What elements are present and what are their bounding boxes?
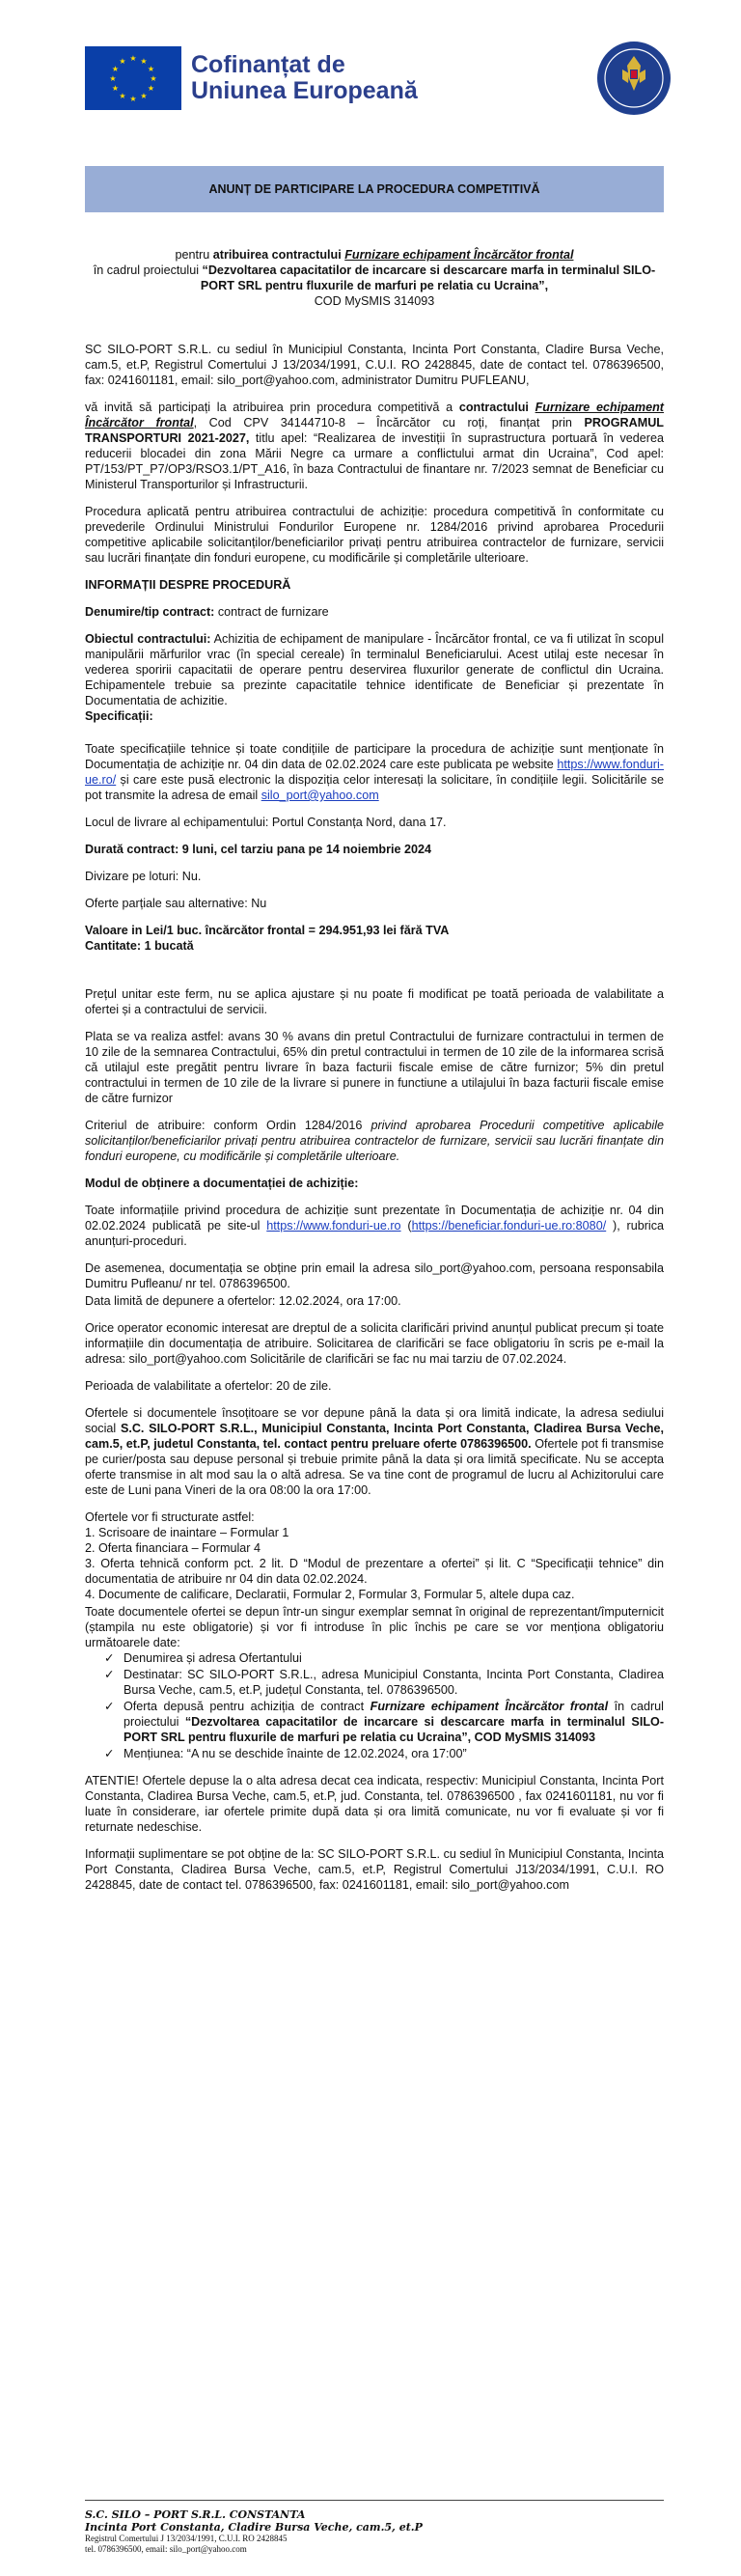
intro-text: pentru [175, 248, 213, 262]
offer-structure-list [85, 1525, 664, 1602]
criteria-text-b: privind aprobarea Procedurii competitive aplicabile solicitanților/beneficiarilor privați pentru atribuirea contractelor de furnizare, servicii sau lucrări finanțate din fonduri europene, cu modificările și completările ulterioare. [85, 1119, 664, 1163]
check-icon: ✓ [104, 1747, 115, 1760]
checklist-item [85, 1746, 664, 1761]
structure-item: 4. Documente de calificare, Declaratii, Formular 2, Formular 3, Formular 5, altele dupa caz. [85, 1588, 575, 1601]
fonduri-ue-link[interactable]: https://www.fonduri-ue.ro/ [85, 758, 664, 787]
checklist-text: Destinatar: SC SILO-PORT S.R.L., adresa Municipiul Constanta, Incinta Port Constanta, Cladirea Bursa Veche, cam.5, et.P, județul Constanta, tel. 0786396500. [124, 1668, 664, 1697]
contract-value: Valoare in Lei/1 buc. încărcător frontal = 294.951,93 lei fără TVA [85, 924, 450, 937]
payment-paragraph: Plata se va realiza astfel: avans 30 % avans din pretul Contractului de furnizare contractului in termen de 10 zile de la semnarea Contractului, 65% din pretul contractului in termen de 10 zile de la informarea scrisă că utilajul este pregătit pentru livrare în baza facturii fiscale emise de către furnizor; 5% din pretul contractului in termen de 10 zile de la livrare si punere in functiune a utilajului în baza facturii fiscale emise de către furnizor [85, 1030, 664, 1105]
svg-text:★: ★ [111, 65, 120, 73]
checklist-contract-name: Furnizare echipament Încărcător frontal [370, 1700, 609, 1713]
check-icon: ✓ [104, 1668, 115, 1681]
criteria-text-a: Criteriul de atribuire: conform Ordin 1284/2016 [85, 1119, 371, 1132]
check-icon: ✓ [104, 1700, 115, 1713]
svg-text:★: ★ [111, 84, 120, 93]
submission-paragraph [85, 1405, 664, 1498]
structure-item: 2. Oferta financiara – Formular 4 [85, 1541, 261, 1555]
footer-address: Incinta Port Constanta, Cladire Bursa Veche, cam.5, et.P [85, 2521, 423, 2534]
structure-item: 1. Scrisoare de inaintare – Formular 1 [85, 1526, 289, 1539]
contract-object-label: Obiectul contractului: [85, 632, 211, 646]
eu-flag-logo [85, 46, 181, 110]
cofinantat-line1: Cofinanțat de [191, 51, 345, 78]
footer-contact: tel. 0786396500, email: silo_port@yahoo.com [85, 2544, 247, 2554]
criteria-paragraph [85, 1118, 664, 1164]
invite-contract-name: Furnizare echipament Încărcător frontal [85, 401, 664, 429]
clarifications-paragraph: Orice operator economic interesat are dreptul de a solicita clarificări privind anunțul publicat precum și toate informațiile din documentația de atribuire. Solicitarea de clarificări se face obligatoriu în scris pe e-mail la adresa: silo_port@yahoo.com Solicitările de clarificări se fac nu mai tarziu de 07.02.2024. [85, 1321, 664, 1366]
contract-type-label: Denumire/tip contract: [85, 605, 215, 619]
beneficiar-link[interactable]: https://beneficiar.fonduri-ue.ro:8080/ [411, 1219, 607, 1233]
quantity: Cantitate: 1 bucată [85, 939, 194, 953]
submit-text-c: Ofertele pot fi transmise pe curier/posta sau depuse personal și trebuie primite până la data și ora limită specificate. Nu se accepta oferte transmise in alt mod sau la o altă adresa. Se va tine cont de programul de lucru al Achizitorului care este de Luni pana Vineri de la ora 08:00 la ora 17:00. [85, 1437, 664, 1497]
checklist-item [85, 1699, 664, 1745]
cofinantat-logo-text [191, 52, 418, 104]
checklist-project-name: “Dezvoltarea capacitatilor de incarcare si descarcare marfa in terminalul SILO-PORT SRL pentru fluxurile de marfuri pe relatia cu Ucraina”, COD MySMIS 314093 [124, 1715, 665, 1744]
intro-contract-name: Furnizare echipament Încărcător frontal [344, 248, 574, 262]
email-link[interactable]: silo_port@yahoo.com [261, 789, 379, 802]
footer-company: S.C. SILO – PORT S.R.L. CONSTANTA [85, 2508, 306, 2521]
invite-text-f: titlu apel: “Realizarea de investiții în suprastructura portuară în vederea reducerii blocadei din zona Mării Negre ca urmare a conflictului armat din Ucraina”, Cod apel: PT/153/PT_P7/OP3/RSO3.1/PT_A16, în baza Contractului de finantare nr. 7/2023 semnat de Beneficiar cu Ministerul Transporturilor și Infrastructurii. [85, 431, 664, 491]
svg-text:★: ★ [140, 92, 148, 100]
submit-text-a: Ofertele si documentele însoțitoare se vor depune până la data și ora limită indicate, la adresa sediului social [85, 1406, 664, 1435]
lot-division: Divizare pe loturi: Nu. [85, 870, 202, 883]
docs-text-a: Toate informațiile privind procedura de achiziție sunt prezentate în Documentația de achiziție nr. 04 din 02.02.2024 publicată pe site-ul [85, 1204, 664, 1233]
checklist-item [85, 1667, 664, 1698]
intro-project-name: “Dezvoltarea capacitatilor de incarcare si descarcare marfa in terminalul SILO-PORT SRL pentru fluxurile de marfuri pe relatia cu Ucraina”, [200, 263, 656, 292]
invite-text-b: contractului [458, 401, 535, 414]
docs-text-b: ( [400, 1219, 412, 1233]
page-footer [85, 2500, 664, 2555]
submit-address: S.C. SILO-PORT S.R.L., Municipiul Constanta, Incinta Port Constanta, Cladirea Bursa Veche, cam.5, et.P, judetul Constanta, tel. contact pentru preluare oferte 0786396500. [85, 1422, 664, 1451]
document-body [85, 247, 664, 1904]
attention-paragraph: ATENTIE! Ofertele depuse la o alta adresa decat cea indicata, respectiv: Municipiul Constanta, Incinta Port Constanta, Cladirea Bursa Veche, cam.5, et.P, jud. Constanta, tel. 0786396500 , fax 0241601181, nu vor fi luate în considerare, iar ofertele primite după data și ora limită comunicate, nu vor fi evaluate și vor fi returnate nedeschise. [85, 1774, 664, 1834]
svg-text:★: ★ [150, 74, 157, 83]
contract-type-value: contract de furnizare [214, 605, 329, 619]
svg-text:★: ★ [147, 65, 155, 73]
fonduri-ue-site-link[interactable]: https://www.fonduri-ue.ro [266, 1219, 401, 1233]
intro-contract-label: atribuirea contractului [212, 248, 345, 262]
docs-text-c: ), rubrica anunțuri-proceduri. [85, 1219, 664, 1248]
check-icon: ✓ [104, 1651, 115, 1665]
specifications-paragraph [85, 741, 664, 803]
invite-text-a: vă invită să participați la atribuirea prin procedura competitivă a [85, 401, 459, 414]
intro-smis-code: COD MySMIS 314093 [314, 294, 435, 308]
svg-text:★: ★ [119, 92, 126, 100]
deadline: Data limită de depunere a ofertelor: 12.02.2024, ora 17:00. [85, 1294, 401, 1308]
partial-offers: Oferte parțiale sau alternative: Nu [85, 897, 267, 910]
invitation-paragraph [85, 400, 664, 492]
sealed-envelope-paragraph: Toate documentele ofertei se depun într-un singur exemplar semnat în original de reprezentant/împuternicit (ștampila nu este obligatorie) și vor fi introduse în plic închis pe care se vor menționa obligatoriu următoarele date: [85, 1605, 664, 1649]
header-logos [85, 41, 664, 118]
checklist-text: în cadrul proiectului [124, 1700, 664, 1729]
documentation-heading: Modul de obținere a documentației de achiziție: [85, 1177, 359, 1190]
contract-duration: Durată contract: 9 luni, cel tarziu pana pe 14 noiembrie 2024 [85, 843, 432, 856]
envelope-checklist [85, 1650, 664, 1761]
checklist-text: Denumirea și adresa Ofertantului [124, 1651, 302, 1665]
additional-info-paragraph: Informații suplimentare se pot obține de la: SC SILO-PORT S.R.L. cu sediul în Municipiul Constanta, Incinta Port Constanta, Cladirea Bursa Veche, cam.5, et.P, Registrul Comertului J13/2034/1991, C.U.I. RO 2428845, date de contact tel. 0786396500, fax: 0241601181, email: silo_port@yahoo.com [85, 1847, 664, 1892]
validity-period: Perioada de valabilitate a ofertelor: 20 de zile. [85, 1379, 332, 1393]
invite-program: PROGRAMUL TRANSPORTURI 2021-2027, [85, 416, 664, 445]
intro-project-label: în cadrul proiectului [93, 263, 203, 277]
info-heading: INFORMAȚII DESPRE PROCEDURĂ [85, 578, 291, 592]
announcement-banner [85, 166, 664, 212]
spec-text-a: Toate specificațiile tehnice și toate condițiile de participare la procedura de achiziție sunt menționate în Documentația de achiziție nr. 04 din data de 02.02.2024 care este publicata pe website [85, 742, 664, 771]
invite-text-d: , Cod CPV 34144710-8 – Încărcător cu roți, finanțat prin [193, 416, 585, 429]
contract-type [85, 604, 664, 620]
offer-structure-intro: Ofertele vor fi structurate astfel: [85, 1510, 255, 1524]
procedure-paragraph: Procedura aplicată pentru atribuirea contractului de achiziție: procedura competitivă în conformitate cu prevederile Ordinului Ministrului Fondurilor Europene nr. 1284/2016 privind aprobarea Procedurii competitive aplicabile solicitanților/beneficiarilor privați pentru atribuirea contractelor de furnizare, servicii sau lucrări finanțate din fonduri europene, cu modificările și completările ulterioare. [85, 505, 664, 565]
checklist-item [85, 1650, 664, 1666]
intro-block [85, 247, 664, 309]
svg-text:★: ★ [109, 74, 117, 83]
svg-text:★: ★ [129, 95, 137, 103]
documentation-paragraph [85, 1203, 664, 1249]
specifications-label: Specificații: [85, 709, 153, 723]
banner-title: ANUNȚ DE PARTICIPARE LA PROCEDURA COMPETITIVĂ [208, 182, 540, 196]
svg-text:★: ★ [119, 57, 126, 66]
cofinantat-line2: Uniunea Europeană [191, 77, 418, 104]
footer-divider [85, 2500, 664, 2501]
price-paragraph: Prețul unitar este ferm, nu se aplica ajustare și nu poate fi modificat pe toată perioada de valabilitate a ofertei și a contractului de servicii. [85, 987, 664, 1016]
delivery-location: Locul de livrare al echipamentului: Portul Constanța Nord, dana 17. [85, 816, 447, 829]
structure-item: 3. Oferta tehnică conform pct. 2 lit. D “Modul de prezentare a ofertei” și lit. C “Specificații tehnice” din documentatia de atribuire nr 04 din data 02.02.2024. [85, 1557, 664, 1586]
government-seal-logo [596, 41, 672, 116]
contract-object [85, 631, 664, 708]
contract-object-value: Achizitia de echipament de manipulare - Încărcător frontal, ce va fi utilizat în scopul manipulării mărfurilor vrac (în special cereale) în terminalul Beneficiarului. Acest utilaj este necesar în vederea sporirii capacitatii de operare pentru deservirea fluxurilor generate de conflictul din Ucraina. Echipamentele trebuie sa prezinte capacitatile tehnice identificate de Beneficiar și prezentate în Documentatia de achizitie. [85, 632, 664, 707]
footer-registry: Registrul Comertului J 13/2034/1991, C.U.I. RO 2428845 [85, 2534, 288, 2543]
spec-text-b: și care este pusă electronic la dispoziția celor interesați la solicitare, în condițiile legii. Solicitările se pot transmite la adresa de email [85, 773, 664, 802]
checklist-text: Mențiunea: “A nu se deschide înainte de 12.02.2024, ora 17:00” [124, 1747, 467, 1760]
svg-text:★: ★ [140, 57, 148, 66]
email-paragraph: De asemenea, documentația se obține prin email la adresa silo_port@yahoo.com, persoana responsabila Dumitru Pufleanu/ nr tel. 0786396500. [85, 1261, 664, 1290]
checklist-text: Oferta depusă pentru achiziția de contract [124, 1700, 370, 1713]
company-paragraph: SC SILO-PORT S.R.L. cu sediul în Municipiul Constanta, Incinta Port Constanta, Cladire Bursa Veche, cam.5, et.P, Registrul Comertului J 13/2034/1991, C.U.I. RO 2428845, date de contact tel. 0786396500, fax: 0241601181, email: silo_port@yahoo.com, administrator Dumitru PUFLEANU, [85, 343, 664, 387]
svg-text:★: ★ [129, 54, 137, 63]
svg-text:★: ★ [147, 84, 155, 93]
